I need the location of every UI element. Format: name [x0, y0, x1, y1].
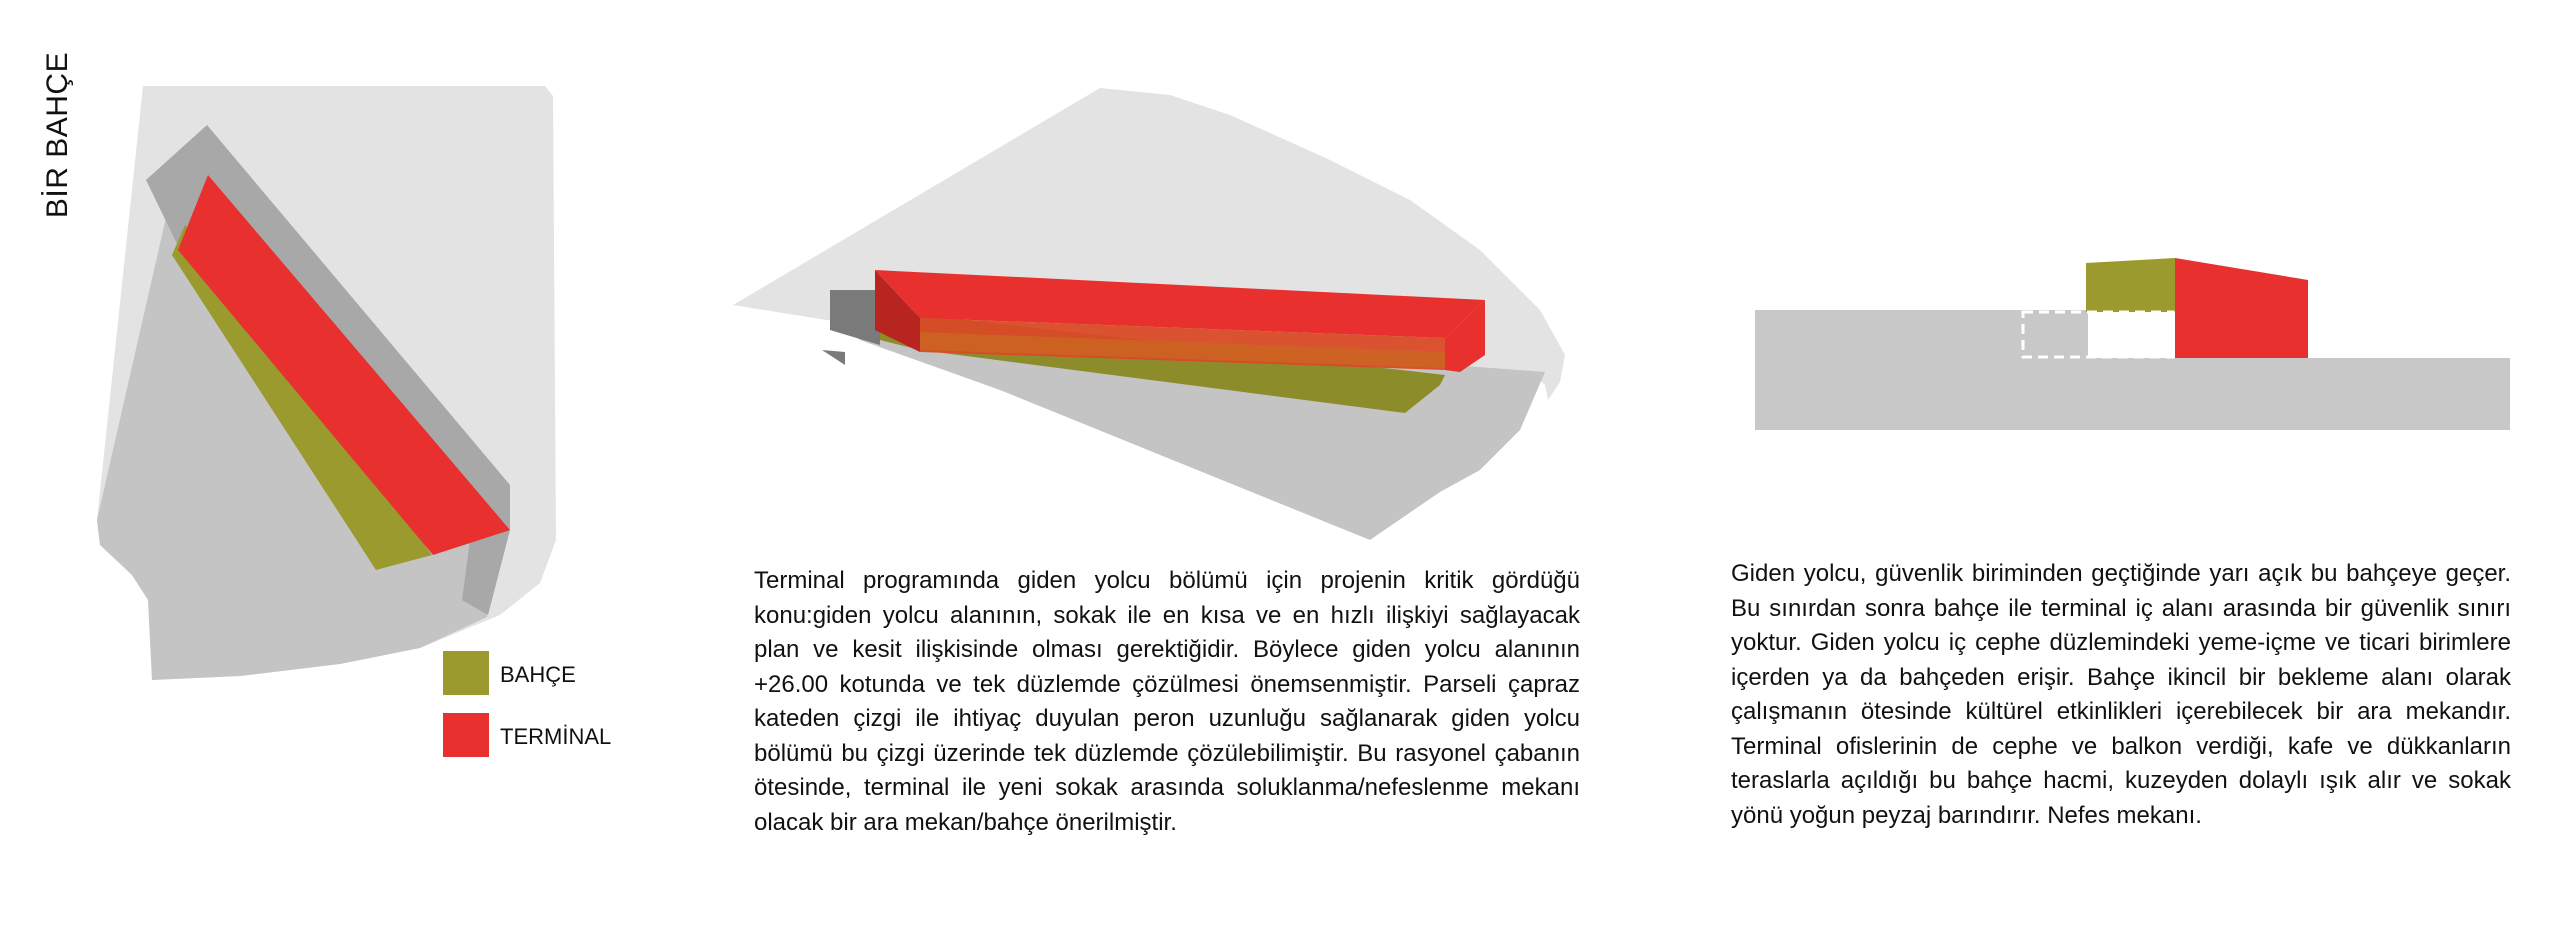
middle-paragraph: Terminal programında giden yolcu bölümü için projenin kritik gördüğü konu:giden yolcu alanının, sokak ile en kısa ve en hızlı ilişkiyi sağlayacak plan ve kesit ilişkisinde olması gerektiğidir. Böylece giden yolcu alanının +26.00 kotunda ve tek düzlemde çözülmesi önemsenmiştir. Parseli çapraz kateden çizgi ile ihtiyaç duyulan peron uzunluğu sağlanarak giden yolcu bölümü bu çizgi üzerinde tek düzlemde çözülebilimiştir. Bu rasyonel çabanın ötesinde, terminal ile yeni sokak arasında soluklanma/nefeslenme mekanı olacak bir ara mekan/bahçe önerilmiştir.	[754, 567, 1580, 836]
section-ground	[1755, 310, 2510, 430]
section-garden	[2086, 258, 2175, 312]
legend-label-terminal: TERMİNAL	[500, 724, 612, 749]
right-paragraph: Giden yolcu, güvenlik biriminden geçtiğinde yarı açık bu bahçeye geçer. Bu sınırdan sonra bahçe ile terminal iç alanı arasında bir güvenlik sınırı yoktur. Giden yolcu iç cephe düzlemindeki yeme-içme ve ticari birimlere içerden ya da bahçeden erişir. Bahçe ikincil bir bekleme alanı olarak çalışmanın ötesinde kültürel etkinlikleri içerebilecek bir ara mekandır. Terminal ofislerinin de cephe ve balkon verdiği, kafe ve dükkanların teraslarla açıldığı bu bahçe hacmi, kuzeyden dolaylı ışık alır ve sokak yönü yoğun peyzaj barındırır. Nefes mekanı.	[1731, 560, 2511, 829]
legend-swatch-bahce	[443, 651, 489, 695]
section-terminal	[2175, 258, 2308, 358]
legend-label-bahce: BAHÇE	[500, 662, 576, 687]
vertical-title: BİR BAHÇE	[41, 51, 74, 219]
legend-swatch-terminal	[443, 713, 489, 757]
